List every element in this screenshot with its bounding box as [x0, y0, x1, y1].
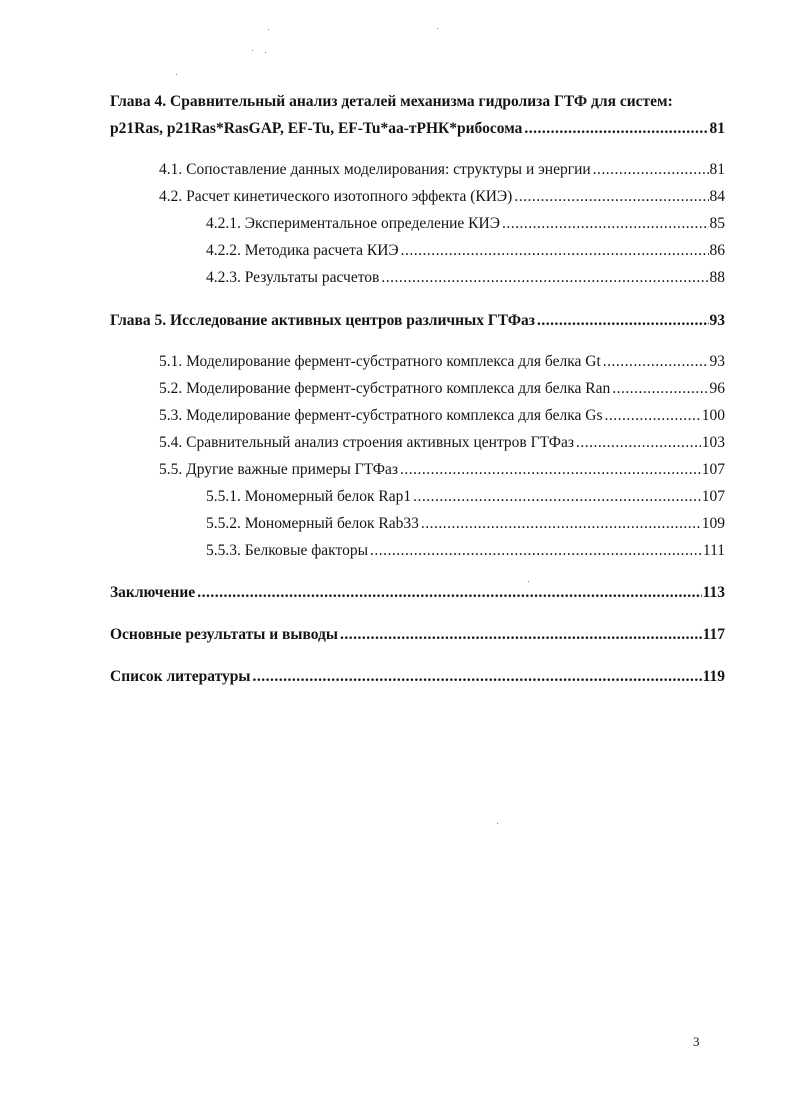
page-number: 3 [693, 1034, 700, 1049]
toc-section-4-1[interactable] [159, 160, 725, 180]
toc-chapter5-entry[interactable] [110, 311, 725, 331]
toc-page-number: 100 [701, 407, 725, 424]
toc-section-5-2[interactable] [159, 379, 725, 399]
toc-page-number: 84 [709, 188, 725, 205]
toc-conclusion-title: Заключение [110, 584, 196, 601]
toc-subsection-title: 4.2.1. Экспериментальное определение КИЭ [206, 215, 500, 232]
dot-leader [537, 311, 709, 331]
toc-subsection-4-2-2[interactable] [206, 241, 725, 261]
toc-page-number: 117 [702, 626, 725, 643]
dot-leader [593, 160, 709, 180]
toc-section-title: 5.2. Моделирование фермент-субстратного комплекса для белка Ran [159, 380, 611, 397]
toc-page-number: 111 [702, 542, 725, 559]
toc-section-5-4[interactable] [159, 433, 725, 453]
dot-leader [197, 583, 701, 603]
toc-conclusion[interactable] [110, 583, 725, 603]
toc-references-title: Список литературы [110, 668, 251, 685]
dot-leader [381, 268, 708, 288]
dot-leader [340, 625, 702, 645]
dot-leader [605, 406, 701, 426]
toc-subsection-5-5-2[interactable] [206, 514, 725, 534]
scan-speck [497, 823, 498, 824]
toc-page-number: 93 [709, 312, 725, 329]
scan-speck [528, 581, 529, 582]
toc-section-title: 4.1. Сопоставление данных моделирования: структуры и энергии [159, 161, 591, 178]
scan-speck [268, 29, 269, 30]
toc-page-number: 107 [701, 461, 725, 478]
toc-page-number: 109 [701, 515, 725, 532]
toc-main-results-title: Основные результаты и выводы [110, 626, 338, 643]
toc-chapter4-title-line1: Глава 4. Сравнительный анализ деталей механизма гидролиза ГТФ для систем: [110, 93, 673, 110]
dot-leader [401, 241, 709, 261]
toc-page-number: 81 [709, 120, 725, 137]
toc-subsection-title: 4.2.2. Методика расчета КИЭ [206, 242, 399, 259]
toc-section-5-1[interactable] [159, 352, 725, 372]
dot-leader [502, 214, 709, 234]
toc-subsection-5-5-1[interactable] [206, 487, 725, 507]
toc-page-number: 81 [709, 161, 725, 178]
scan-speck [252, 50, 253, 51]
toc-chapter4-title-line2: p21Ras, p21Ras*RasGAP, EF-Tu, EF-Tu*аа-тРНК*рибосома [110, 120, 523, 137]
toc-page-number: 96 [709, 380, 725, 397]
toc-page-number: 107 [701, 488, 725, 505]
toc-section-title: 5.4. Сравнительный анализ строения активных центров ГТФаз [159, 434, 574, 451]
scan-speck [265, 52, 266, 53]
toc-references[interactable] [110, 667, 725, 687]
dot-leader [524, 119, 708, 139]
toc-subsection-title: 5.5.1. Мономерный белок Rap1 [206, 488, 412, 505]
dot-leader [421, 514, 701, 534]
toc-subsection-4-2-1[interactable] [206, 214, 725, 234]
toc-page-number: 85 [709, 215, 725, 232]
toc-page-number: 86 [709, 242, 725, 259]
dot-leader [370, 541, 702, 561]
toc-page-number: 119 [702, 668, 725, 685]
toc-subsection-5-5-3[interactable] [206, 541, 725, 561]
toc-section-title: 4.2. Расчет кинетического изотопного эффекта (КИЭ) [159, 188, 513, 205]
scan-speck [176, 74, 177, 75]
toc-section-title: 5.1. Моделирование фермент-субстратного комплекса для белка Gt [159, 353, 601, 370]
dot-leader [612, 379, 708, 399]
toc-section-4-2[interactable] [159, 187, 725, 207]
dot-leader [413, 487, 701, 507]
toc-subsection-4-2-3[interactable] [206, 268, 725, 288]
toc-main-results[interactable] [110, 625, 725, 645]
toc-subsection-title: 4.2.3. Результаты расчетов [206, 269, 380, 286]
toc-section-5-5[interactable] [159, 460, 725, 480]
toc-subsection-title: 5.5.3. Белковые факторы [206, 542, 368, 559]
toc-page-number: 88 [709, 269, 725, 286]
toc-section-5-3[interactable] [159, 406, 725, 426]
toc-page-number: 103 [701, 434, 725, 451]
toc-chapter5-title: Глава 5. Исследование активных центров различных ГТФаз [110, 312, 535, 329]
dot-leader [514, 187, 708, 207]
dot-leader [252, 667, 701, 687]
toc-page-number: 113 [702, 584, 725, 601]
dot-leader [576, 433, 701, 453]
toc-section-title: 5.3. Моделирование фермент-субстратного комплекса для белка Gs [159, 407, 603, 424]
toc-subsection-title: 5.5.2. Мономерный белок Rab33 [206, 515, 419, 532]
toc-page-number: 93 [709, 353, 725, 370]
scan-speck [437, 28, 438, 29]
dot-leader [603, 352, 709, 372]
dot-leader [400, 460, 701, 480]
toc-chapter4-entry[interactable] [110, 119, 725, 139]
toc-section-title: 5.5. Другие важные примеры ГТФаз [159, 461, 398, 478]
